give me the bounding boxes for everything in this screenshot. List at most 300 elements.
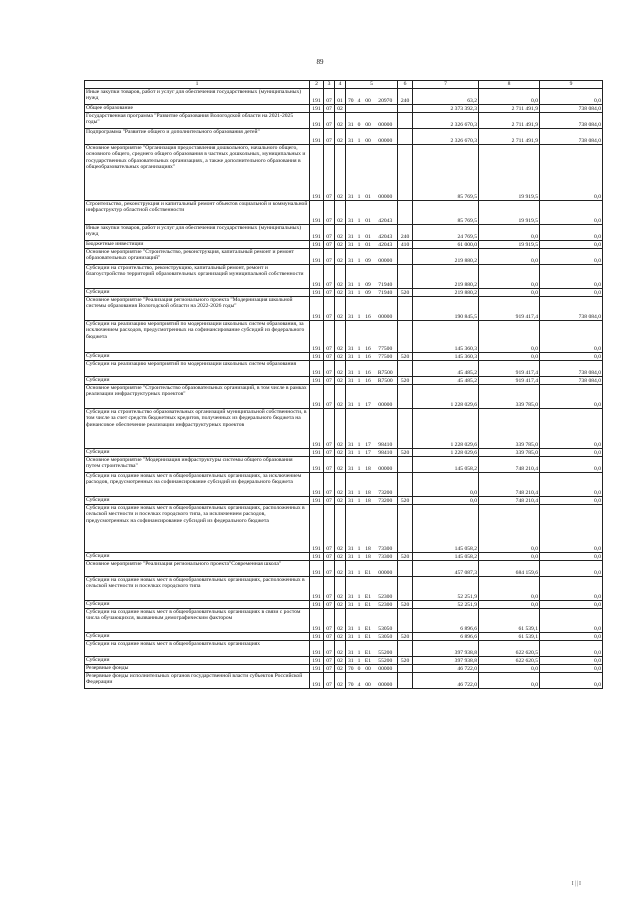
cell-subsection-code: 02 — [335, 249, 346, 265]
cell-amount-2024: 748 210,4 — [479, 473, 540, 497]
cell-program-code: 31 — [346, 609, 356, 633]
cell-expense-type: 520 — [398, 497, 413, 505]
cell-program-code: 31 — [346, 409, 356, 449]
cell-section-code: 07 — [324, 105, 335, 113]
cell-amount-2024: 0,0 — [479, 553, 540, 561]
cell-amount-2023: 219 880,2 — [413, 249, 479, 265]
cell-section-code: 07 — [324, 89, 335, 105]
cell-amount-2023: 61 000,0 — [413, 241, 479, 249]
row-name: Субсидии — [85, 657, 310, 665]
cell-program-code: 31 — [346, 641, 356, 657]
cell-amount-2025: 0,0 — [540, 353, 603, 361]
cell-section-code: 07 — [324, 409, 335, 449]
cell-section-code: 07 — [324, 113, 335, 129]
table-row — [85, 497, 603, 505]
cell-amount-2025: 0,0 — [540, 561, 603, 577]
cell-amount-2024: 2 711 491,9 — [479, 105, 540, 113]
cell-program-code: 31 — [346, 497, 356, 505]
cell-amount-2025: 0,0 — [540, 633, 603, 641]
cell-subsection-code: 02 — [335, 225, 346, 241]
cell-expense-type — [398, 129, 413, 145]
cell-amount-2023: 6 896,6 — [413, 609, 479, 633]
row-name: Субсидии на строительство, реконструкцию, капитальный ремонт, ремонт и благоустройство территорий образовательных организаций муниципальной собственности — [85, 265, 310, 289]
cell-amount-2023: 145 360,3 — [413, 321, 479, 353]
cell-admin-code: 191 — [310, 657, 324, 665]
cell-amount-2023: 45 485,2 — [413, 377, 479, 385]
table-row — [85, 377, 603, 385]
cell-subprogram-code: 1 — [356, 353, 363, 361]
row-name: Субсидии на создание новых мест в общеобразовательных организациях, расположенных в сельской местности и поселках городского типа, за исключением расходов, предусмотренных на софинансирование субсидий из федерального бюджета — [85, 505, 310, 553]
cell-direction-code: 73200 — [374, 473, 398, 497]
cell-event-code: 18 — [363, 505, 374, 553]
row-name: Основное мероприятие "Реализация регионального проекта"Современная школа" — [85, 561, 310, 577]
cell-subsection-code: 02 — [335, 201, 346, 225]
cell-expense-type: 520 — [398, 553, 413, 561]
cell-direction-code: 00000 — [374, 385, 398, 409]
cell-direction-code: 00000 — [374, 249, 398, 265]
row-name: Основное мероприятие "Модернизация инфраструктуры системы общего образования путем строительства" — [85, 457, 310, 473]
cell-subprogram-code: 1 — [356, 129, 363, 145]
cell-amount-2025: 738 084,0 — [540, 113, 603, 129]
cell-subprogram-code: 1 — [356, 361, 363, 377]
cell-section-code: 07 — [324, 249, 335, 265]
cell-section-code: 07 — [324, 377, 335, 385]
cell-section-code: 07 — [324, 145, 335, 201]
cell-amount-2023: 0,0 — [413, 497, 479, 505]
cell-section-code: 07 — [324, 473, 335, 497]
table-row — [85, 641, 603, 657]
cell-program-code: 31 — [346, 553, 356, 561]
cell-program-code: 31 — [346, 601, 356, 609]
cell-event-code: 00 — [363, 113, 374, 129]
cell-admin-code: 191 — [310, 609, 324, 633]
cell-amount-2023: 397 938,8 — [413, 657, 479, 665]
budget-table — [84, 80, 603, 689]
cell-direction-code: 00000 — [374, 457, 398, 473]
cell-event-code: E1 — [363, 657, 374, 665]
cell-section-code: 07 — [324, 289, 335, 297]
cell-amount-2025: 0,0 — [540, 665, 603, 673]
table-row — [85, 409, 603, 449]
cell-expense-type: 520 — [398, 633, 413, 641]
cell-amount-2023: 457 087,3 — [413, 561, 479, 577]
cell-amount-2024: 622 620,5 — [479, 641, 540, 657]
cell-direction-code: 52300 — [374, 577, 398, 601]
cell-amount-2025: 0,0 — [540, 89, 603, 105]
cell-direction-code: 00000 — [374, 113, 398, 129]
cell-section-code: 07 — [324, 657, 335, 665]
cell-amount-2023: 145 360,3 — [413, 353, 479, 361]
cell-subsection-code: 01 — [335, 89, 346, 105]
table-row — [85, 633, 603, 641]
cell-event-code: E1 — [363, 633, 374, 641]
cell-expense-type — [398, 321, 413, 353]
cell-admin-code: 191 — [310, 265, 324, 289]
cell-admin-code: 191 — [310, 641, 324, 657]
cell-expense-type — [398, 577, 413, 601]
cell-amount-2024: 919 417,4 — [479, 297, 540, 321]
cell-subsection-code: 02 — [335, 633, 346, 641]
cell-amount-2024: 748 210,4 — [479, 497, 540, 505]
cell-expense-type — [398, 385, 413, 409]
table-row — [85, 601, 603, 609]
cell-expense-type — [398, 665, 413, 673]
cell-event-code: 16 — [363, 353, 374, 361]
cell-subprogram-code: 1 — [356, 473, 363, 497]
row-name: Субсидии на реализацию мероприятий по модернизации школьных систем образования, за исключением расходов, предусмотренных на софинансирование субсидий из федерального бюджета — [85, 321, 310, 353]
cell-direction-code: 42043 — [374, 201, 398, 225]
cell-section-code: 07 — [324, 361, 335, 377]
cell-amount-2024: 0,0 — [479, 577, 540, 601]
cell-program-code: 31 — [346, 201, 356, 225]
cell-program-code — [346, 105, 356, 113]
cell-expense-type: 410 — [398, 241, 413, 249]
cell-amount-2025: 0,0 — [540, 409, 603, 449]
cell-expense-type: 240 — [398, 225, 413, 241]
cell-subsection-code: 02 — [335, 241, 346, 249]
column-header: 3 — [324, 81, 335, 89]
column-header: 8 — [479, 81, 540, 89]
column-header: 9 — [540, 81, 603, 89]
column-header: 5 — [346, 81, 398, 89]
cell-subprogram-code: 1 — [356, 409, 363, 449]
cell-section-code: 07 — [324, 633, 335, 641]
cell-event-code — [363, 105, 374, 113]
cell-amount-2024: 0,0 — [479, 289, 540, 297]
table-row — [85, 113, 603, 129]
cell-amount-2023: 190 845,5 — [413, 297, 479, 321]
footer-code: I||I — [571, 881, 582, 887]
cell-program-code: 31 — [346, 657, 356, 665]
row-name: Субсидии — [85, 553, 310, 561]
table-row — [85, 449, 603, 457]
cell-event-code: 09 — [363, 289, 374, 297]
cell-subsection-code: 02 — [335, 665, 346, 673]
cell-amount-2025: 0,0 — [540, 505, 603, 553]
cell-event-code: 09 — [363, 265, 374, 289]
cell-program-code: 70 — [346, 89, 356, 105]
cell-amount-2024: 339 785,0 — [479, 409, 540, 449]
row-name: Субсидии — [85, 289, 310, 297]
cell-amount-2025: 0,0 — [540, 601, 603, 609]
table-row — [85, 385, 603, 409]
cell-program-code: 31 — [346, 377, 356, 385]
cell-program-code: 31 — [346, 225, 356, 241]
cell-event-code: 00 — [363, 665, 374, 673]
cell-section-code: 07 — [324, 225, 335, 241]
cell-amount-2024: 339 785,0 — [479, 449, 540, 457]
cell-amount-2025: 0,0 — [540, 449, 603, 457]
cell-expense-type — [398, 409, 413, 449]
cell-amount-2024: 0,0 — [479, 353, 540, 361]
cell-direction-code: 73300 — [374, 505, 398, 553]
cell-program-code: 31 — [346, 297, 356, 321]
cell-section-code: 07 — [324, 497, 335, 505]
cell-direction-code: 42043 — [374, 241, 398, 249]
cell-amount-2023: 2 326 670,3 — [413, 113, 479, 129]
table-row — [85, 561, 603, 577]
cell-program-code: 31 — [346, 385, 356, 409]
table-row — [85, 505, 603, 553]
cell-subsection-code: 02 — [335, 145, 346, 201]
cell-program-code: 70 — [346, 673, 356, 689]
cell-event-code: 01 — [363, 241, 374, 249]
cell-event-code: 01 — [363, 201, 374, 225]
cell-subsection-code: 02 — [335, 321, 346, 353]
cell-admin-code: 191 — [310, 113, 324, 129]
cell-expense-type: 520 — [398, 289, 413, 297]
cell-event-code: 18 — [363, 497, 374, 505]
row-name: Субсидии на строительство образовательных организаций муниципальной собственности, в том числе за счет средств бюджетных кредитов, полученных из федерального бюджета на финансовое обеспечение реализации инфраструктурных проектов — [85, 409, 310, 449]
cell-amount-2025: 0,0 — [540, 265, 603, 289]
cell-subsection-code: 02 — [335, 473, 346, 497]
cell-program-code: 70 — [346, 665, 356, 673]
cell-expense-type — [398, 561, 413, 577]
cell-amount-2025: 0,0 — [540, 289, 603, 297]
cell-expense-type — [398, 105, 413, 113]
cell-direction-code: R7500 — [374, 361, 398, 377]
cell-expense-type: 240 — [398, 89, 413, 105]
cell-direction-code: 00000 — [374, 129, 398, 145]
column-header: 7 — [413, 81, 479, 89]
cell-subprogram-code: 1 — [356, 377, 363, 385]
cell-event-code: 00 — [363, 89, 374, 105]
row-name: Резервные фонды — [85, 665, 310, 673]
table-row — [85, 361, 603, 377]
cell-amount-2023: 45 485,2 — [413, 361, 479, 377]
cell-section-code: 07 — [324, 297, 335, 321]
cell-subprogram-code: 1 — [356, 641, 363, 657]
cell-expense-type — [398, 641, 413, 657]
row-name: Субсидии на создание новых мест в общеобразовательных организациях — [85, 641, 310, 657]
cell-event-code: E1 — [363, 609, 374, 633]
cell-program-code: 31 — [346, 265, 356, 289]
cell-amount-2025: 738 084,0 — [540, 361, 603, 377]
cell-event-code: 00 — [363, 129, 374, 145]
table-row — [85, 553, 603, 561]
cell-admin-code: 191 — [310, 225, 324, 241]
cell-amount-2025: 0,0 — [540, 385, 603, 409]
cell-amount-2025: 0,0 — [540, 241, 603, 249]
row-name: Основное мероприятие "Реализация регионального проекта "Модернизация школьной системы образования Вологодской области на 2022-2026 годы" — [85, 297, 310, 321]
table-row — [85, 249, 603, 265]
cell-section-code: 07 — [324, 609, 335, 633]
row-name: Основное мероприятие "Строительство, реконструкция, капитальный ремонт и ремонт образовательных организаций" — [85, 249, 310, 265]
cell-amount-2024: 0,0 — [479, 225, 540, 241]
table-row — [85, 241, 603, 249]
cell-subprogram-code: 1 — [356, 657, 363, 665]
cell-amount-2025: 0,0 — [540, 145, 603, 201]
row-name: Субсидии — [85, 601, 310, 609]
cell-subprogram-code: 1 — [356, 505, 363, 553]
cell-admin-code: 191 — [310, 89, 324, 105]
column-header: 1 — [85, 81, 310, 89]
cell-program-code: 31 — [346, 449, 356, 457]
cell-admin-code: 191 — [310, 497, 324, 505]
cell-amount-2025: 0,0 — [540, 201, 603, 225]
column-header: 2 — [310, 81, 324, 89]
cell-direction-code: 98410 — [374, 409, 398, 449]
cell-subprogram-code: 4 — [356, 673, 363, 689]
cell-section-code: 07 — [324, 577, 335, 601]
cell-admin-code: 191 — [310, 561, 324, 577]
column-header: 6 — [398, 81, 413, 89]
cell-subsection-code: 02 — [335, 641, 346, 657]
row-name: Подпрограмма "Развитие общего и дополнительного образования детей" — [85, 129, 310, 145]
cell-event-code: E1 — [363, 561, 374, 577]
cell-event-code: 17 — [363, 409, 374, 449]
cell-section-code: 07 — [324, 505, 335, 553]
cell-admin-code: 191 — [310, 249, 324, 265]
table-row — [85, 129, 603, 145]
cell-amount-2024: 0,0 — [479, 601, 540, 609]
cell-section-code: 07 — [324, 353, 335, 361]
cell-amount-2023: 24 769,5 — [413, 225, 479, 241]
cell-admin-code: 191 — [310, 505, 324, 553]
cell-expense-type — [398, 145, 413, 201]
row-name: Субсидии — [85, 377, 310, 385]
table-row — [85, 473, 603, 497]
cell-admin-code: 191 — [310, 577, 324, 601]
cell-amount-2024: 0,0 — [479, 321, 540, 353]
table-row — [85, 289, 603, 297]
cell-event-code: 17 — [363, 385, 374, 409]
cell-amount-2025: 0,0 — [540, 553, 603, 561]
cell-subprogram-code: 1 — [356, 633, 363, 641]
cell-subsection-code: 02 — [335, 561, 346, 577]
cell-amount-2025: 0,0 — [540, 457, 603, 473]
table-row — [85, 321, 603, 353]
cell-direction-code: 71940 — [374, 289, 398, 297]
cell-amount-2024: 2 711 491,9 — [479, 113, 540, 129]
cell-amount-2024: 61 539,1 — [479, 609, 540, 633]
cell-subprogram-code: 1 — [356, 145, 363, 201]
column-header: 4 — [335, 81, 346, 89]
cell-amount-2025: 0,0 — [540, 249, 603, 265]
cell-amount-2025: 0,0 — [540, 497, 603, 505]
cell-admin-code: 191 — [310, 105, 324, 113]
cell-subsection-code: 02 — [335, 577, 346, 601]
cell-program-code: 31 — [346, 361, 356, 377]
cell-expense-type — [398, 609, 413, 633]
cell-subsection-code: 02 — [335, 609, 346, 633]
cell-section-code: 07 — [324, 385, 335, 409]
cell-amount-2024: 0,0 — [479, 249, 540, 265]
cell-subprogram-code: 1 — [356, 289, 363, 297]
cell-subprogram-code: 4 — [356, 89, 363, 105]
cell-expense-type: 520 — [398, 657, 413, 665]
cell-amount-2024: 0,0 — [479, 673, 540, 689]
cell-section-code: 07 — [324, 449, 335, 457]
cell-amount-2023: 52 251,9 — [413, 601, 479, 609]
cell-section-code: 07 — [324, 553, 335, 561]
header-row — [85, 81, 603, 89]
cell-subsection-code: 02 — [335, 409, 346, 449]
row-name: Субсидии — [85, 449, 310, 457]
row-name: Резервные фонды исполнительных органов государственной власти субъектов Российской Федерации — [85, 673, 310, 689]
cell-subprogram-code: 1 — [356, 201, 363, 225]
cell-admin-code: 191 — [310, 353, 324, 361]
cell-event-code: 01 — [363, 145, 374, 201]
row-name: Иные закупки товаров, работ и услуг для обеспечения государственных (муниципальных) нужд — [85, 225, 310, 241]
cell-amount-2025: 738 084,0 — [540, 377, 603, 385]
cell-program-code: 31 — [346, 321, 356, 353]
cell-amount-2023: 145 058,2 — [413, 553, 479, 561]
cell-section-code: 07 — [324, 601, 335, 609]
cell-expense-type — [398, 457, 413, 473]
cell-expense-type — [398, 673, 413, 689]
table-row — [85, 657, 603, 665]
cell-event-code: 16 — [363, 321, 374, 353]
cell-event-code: 16 — [363, 377, 374, 385]
cell-subsection-code: 02 — [335, 297, 346, 321]
cell-expense-type — [398, 505, 413, 553]
cell-amount-2025: 738 084,0 — [540, 105, 603, 113]
cell-amount-2025: 0,0 — [540, 657, 603, 665]
cell-amount-2025: 738 084,0 — [540, 297, 603, 321]
cell-amount-2025: 738 084,0 — [540, 129, 603, 145]
cell-direction-code: 53050 — [374, 609, 398, 633]
cell-expense-type: 520 — [398, 449, 413, 457]
row-name: Субсидии на создание новых мест в общеобразовательных организациях, за исключением расходов, предусмотренных на софинансирование субсидий из федерального бюджета — [85, 473, 310, 497]
cell-direction-code: 55200 — [374, 657, 398, 665]
row-name: Субсидии — [85, 497, 310, 505]
row-name: Иные закупки товаров, работ и услуг для обеспечения государственных (муниципальных) нужд — [85, 89, 310, 105]
cell-direction-code — [374, 105, 398, 113]
cell-amount-2023: 219 880,2 — [413, 289, 479, 297]
cell-program-code: 31 — [346, 457, 356, 473]
table-row — [85, 105, 603, 113]
cell-subprogram-code — [356, 105, 363, 113]
cell-event-code: 09 — [363, 249, 374, 265]
cell-admin-code: 191 — [310, 297, 324, 321]
cell-subprogram-code: 1 — [356, 553, 363, 561]
cell-expense-type — [398, 113, 413, 129]
cell-expense-type: 520 — [398, 377, 413, 385]
row-name: Субсидии на реализацию мероприятий по модернизации школьных систем образования — [85, 361, 310, 377]
cell-subsection-code: 02 — [335, 657, 346, 665]
cell-amount-2023: 397 938,8 — [413, 641, 479, 657]
cell-subsection-code: 02 — [335, 673, 346, 689]
cell-subprogram-code: 1 — [356, 297, 363, 321]
cell-subprogram-code: 0 — [356, 665, 363, 673]
cell-amount-2024: 0,0 — [479, 265, 540, 289]
cell-admin-code: 191 — [310, 457, 324, 473]
cell-subprogram-code: 1 — [356, 577, 363, 601]
cell-amount-2024: 0,0 — [479, 89, 540, 105]
cell-event-code: E1 — [363, 601, 374, 609]
cell-direction-code: 73200 — [374, 497, 398, 505]
cell-expense-type — [398, 201, 413, 225]
cell-expense-type — [398, 473, 413, 497]
table-row — [85, 673, 603, 689]
table-row — [85, 265, 603, 289]
cell-event-code: 18 — [363, 473, 374, 497]
cell-section-code: 07 — [324, 673, 335, 689]
cell-expense-type — [398, 265, 413, 289]
cell-program-code: 31 — [346, 561, 356, 577]
cell-program-code: 31 — [346, 289, 356, 297]
row-name: Субсидии на создание новых мест в общеобразовательных организациях в связи с ростом числа обучающихся, вызванным демографическим фактором — [85, 609, 310, 633]
cell-admin-code: 191 — [310, 201, 324, 225]
cell-amount-2023: 85 769,5 — [413, 145, 479, 201]
cell-amount-2023: 145 058,2 — [413, 505, 479, 553]
cell-subprogram-code: 1 — [356, 497, 363, 505]
cell-amount-2023: 2 326 670,3 — [413, 129, 479, 145]
cell-amount-2023: 145 058,2 — [413, 457, 479, 473]
cell-direction-code: 77500 — [374, 353, 398, 361]
cell-direction-code: 71940 — [374, 265, 398, 289]
